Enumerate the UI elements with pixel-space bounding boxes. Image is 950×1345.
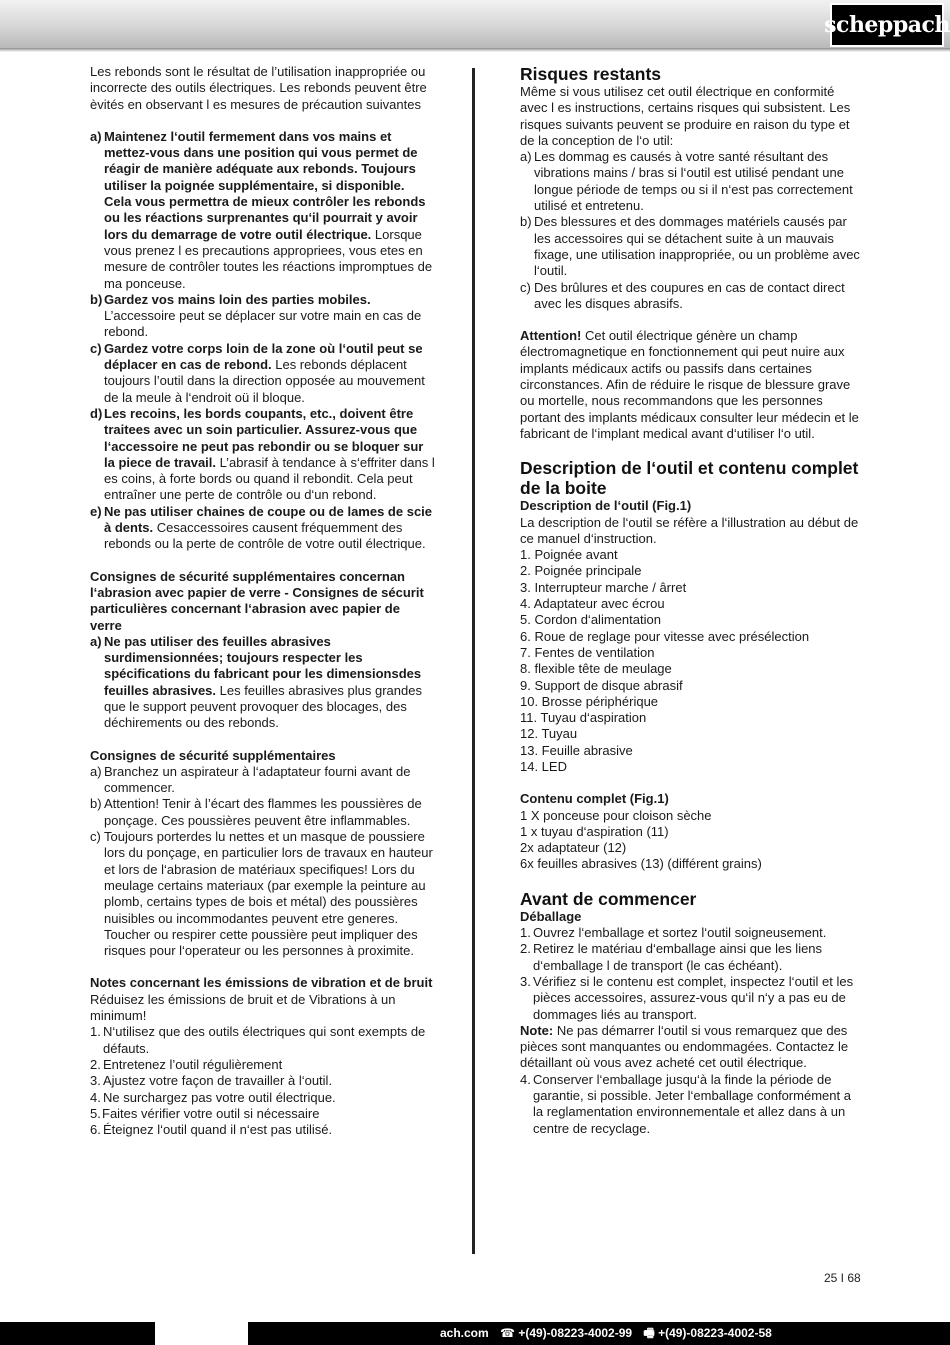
list-item: 8. flexible tête de meulage (520, 661, 672, 677)
section-title-avant: Avant de commencer (520, 888, 697, 909)
risques-intro: Même si vous utilisez cet outil électrique en conformité avec l es instructions, certains risques qui subsistent. Les risques suivants peuvent se produire en raison du type et de la conception de l‘o util: (520, 84, 851, 148)
column-divider (472, 68, 475, 1254)
list-item: c) Des brûlures et des coupures en cas de contact direct avec les disques abrasifs. (520, 279, 845, 311)
list-item: 11. Tuyau d‘aspiration (520, 710, 647, 726)
description-intro: La description de l‘outil se réfère a l‘illustration au début de ce manuel d‘instruction. (520, 514, 859, 546)
list-item: b) Des blessures et des dommages matériels causés par les accessoires qui se détachent suite à un mauvais fixage, une utilisation inappropriée, ou un problème avec l‘outil. (520, 214, 860, 279)
list-item: 3. Interrupteur marche / ârret (520, 579, 687, 595)
list-item: 2. Entretenez l’outil régulièrement (90, 1056, 283, 1072)
vibration-intro: Réduisez les émissions de bruit et de Vibrations à un minimum! (90, 991, 396, 1024)
list-item: 10. Brosse périphérique (520, 693, 659, 709)
list-item: 4. Ne surchargez pas votre outil électrique. (90, 1089, 336, 1105)
list-item: 13. Feuille abrasive (520, 742, 633, 758)
unpacking-heading: Déballage (520, 908, 582, 924)
page-number: 25 I 68 (824, 1271, 861, 1285)
list-item: 2. Retirez le matériau d‘emballage ainsi que les liens d‘emballage l de transport (le cas échéant). (520, 941, 823, 973)
left-column (90, 64, 435, 1138)
list-item: c) Gardez votre corps loin de la zone où l‘outil peut se déplacer en cas de rebond. Les rebonds déplacent toujours l’outil dans la direction opposée au mouvement de la meule à l‘endroit oü il bloque. (90, 340, 425, 405)
vibration-heading: Notes concernant les émissions de vibration et de bruit (90, 975, 433, 991)
supplementary-heading: Consignes de sécurité supplémentaires (90, 747, 336, 763)
list-item: 6. Roue de reglage pour vitesse avec présélection (520, 628, 810, 644)
list-item: 7. Fentes de ventilation (520, 644, 655, 660)
list-item: 4. Adaptateur avec écrou (520, 596, 665, 612)
section-title-risques: Risques restants (520, 64, 662, 84)
list-item: 3. Vérifiez si le contenu est complet, inspectez l‘outil et les pièces accessoires, assurez-vous qu‘il n‘y a pas eu de dommages liés au transport. (520, 973, 854, 1022)
list-item: a) Les dommag es causés à votre santé résultant des vibrations mains / bras si l‘outil est utilisé pendant une longue période de temps ou si il n‘est pas correctement utilisé et entretenu. (520, 149, 853, 214)
brand-logo: scheppach (830, 3, 944, 47)
list-item: 2x adaptateur (12) (520, 840, 627, 856)
list-item: b) Attention! Tenir à l’écart des flammes les poussières de ponçage. Ces poussières peuvent être inflammables. (90, 796, 422, 828)
footer-fax: 🖷 +(49)-08223-4002-58 (643, 1326, 772, 1340)
list-item: 9. Support de disque abrasif (520, 677, 683, 693)
list-item: c) Toujours porterdes lu nettes et un masque de poussiere lors du ponçage, en particulier lors de travaux en hauteur et lors de l‘abrasion de matériaux specifiques! Lors du meulage certains materiaux (par exemple la peinture au plomb, certains types de bois et métal) des poussières nuisibles ou incommodantes peuvent etre generes. Toucher ou respirer cette poussière peut impliquer des risques pour l‘operateur ou les personnes à proximite. (90, 829, 433, 959)
kickback-intro: Les rebonds sont le résultat de l’utilisation inappropriée ou incorrecte des outils électriques. Les rebonds peuvent être èvités en observant l es mesures de précaution suivantes (90, 64, 427, 112)
list-item: 14. LED (520, 758, 567, 774)
list-item: 1. N‘utilisez que des outils électriques qui sont exempts de défauts. (90, 1024, 426, 1056)
list-item: a) Ne pas utiliser des feuilles abrasives surdimensionnées; toujours respecter les spécifications du fabricant pour les dimensionsdes feuilles abrasives. Les feuilles abrasives plus grandes que le support peuvent provoquer des blocages, des déchirements ou des rebonds. (90, 633, 422, 731)
list-item: 12. Tuyau (520, 726, 578, 742)
contents-heading: Contenu complet (Fig.1) (520, 791, 669, 807)
list-item: 2. Poignée principale (520, 563, 642, 579)
parts-list (520, 547, 860, 775)
list-item: 5. Cordon d‘alimentation (520, 612, 661, 628)
list-item: 1 X ponceuse pour cloison sèche (520, 807, 712, 823)
description-subheading: Description de l‘outil (Fig.1) (520, 498, 692, 514)
footer-white-block (155, 1322, 248, 1345)
list-item: 5. Faites vérifier votre outil si nécessaire (90, 1105, 320, 1121)
list-item: 1. Ouvrez l‘emballage et sortez l‘outil soigneusement. (520, 925, 827, 941)
kickback-list (90, 129, 435, 553)
list-item: a) Branchez un aspirateur à l‘adaptateur fourni avant de commencer. (90, 763, 411, 796)
list-item: 1. Poignée avant (520, 547, 618, 563)
header-shadow (0, 48, 950, 52)
header-bar (0, 0, 950, 48)
list-item: 6x feuilles abrasives (13) (différent grains) (520, 856, 762, 872)
attention-paragraph: Attention! Cet outil électrique génère un champ électromagnetique en fonctionnement qui peut nuire aux implants médicaux actifs ou passifs dans certaines circonstances. Afin de réduire le risque de blessure grave ou mortelle, nous recommandons que les personnes portant des implants médicaux consulter leur médecin et le fabricant de l‘implant medical avant d‘utiliser l‘o util. (520, 328, 859, 441)
list-item: d) Les recoins, les bords coupants, etc., doivent être traitees avec un soin particulier. Assurez-vous que l‘accessoire ne peut pas rebondir ou se bloquer sur la piece de travail. L’abrasif à tendance à s‘effriter dans l es coins, à forte bords ou quand il rebondit. Cela peut entraîner une perte de contrôle ou d‘un rebond. (90, 405, 435, 503)
right-column (520, 64, 860, 1137)
footer-phone: ☎ +(49)-08223-4002-99 (500, 1326, 633, 1340)
list-item: b) Gardez vos mains loin des parties mobiles. L’accessoire peut se déplacer sur votre main en cas de rebond. (90, 291, 422, 340)
list-item: 6. Éteignez l‘outil quand il n‘est pas utilisé. (90, 1122, 333, 1138)
list-item: e) Ne pas utiliser chaines de coupe ou de lames de scie à dents. Cesaccessoires causent fréquemment des rebonds ou la perte de contrôle de votre outil électrique. (90, 503, 433, 552)
list-item: a) Maintenez l‘outil fermement dans vos mains et mettez-vous dans une position qui vous permet de réagir de manière adéquate aux rebonds. Toujours utiliser la poignée supplémentaire, si disponible. Cela vous permettra de mieux contrôler les rebonds ou les réactions surprenantes qu‘il pourrait y avoir lors du demarrage de votre outil électrique. Lorsque vous prenez l es precautions appropriees, vous etes en mesure de contrôler toutes les réactions impromptues de ma ponceuse. (90, 128, 433, 291)
note-paragraph: Note: Ne pas démarrer l‘outil si vous remarquez que des pièces sont manquantes ou endommagées. Contactez le détaillant où vous avez acheté cet outil électrique. (520, 1022, 849, 1071)
abrasion-heading: Consignes de sécurité supplémentaires concernan l‘abrasion avec papier de verre - Consignes de sécurit particulières concernant l‘abrasion avec papier de verre (90, 568, 424, 633)
list-item: 4. Conserver l‘emballage jusqu‘à la finde la période de garantie, si possible. Jeter l‘emballage conformément a la reglamentation environnementale et allez dans à un centre de recyclage. (520, 1071, 851, 1136)
section-title-description: Description de l‘outil et contenu complet de la boite (520, 458, 859, 499)
list-item: 3. Ajustez votre façon de travailler à l‘outil. (90, 1073, 333, 1089)
footer-contact (440, 1324, 780, 1342)
list-item: 1 x tuyau d‘aspiration (11) (520, 823, 669, 839)
footer-website[interactable]: ach.com (440, 1326, 489, 1340)
